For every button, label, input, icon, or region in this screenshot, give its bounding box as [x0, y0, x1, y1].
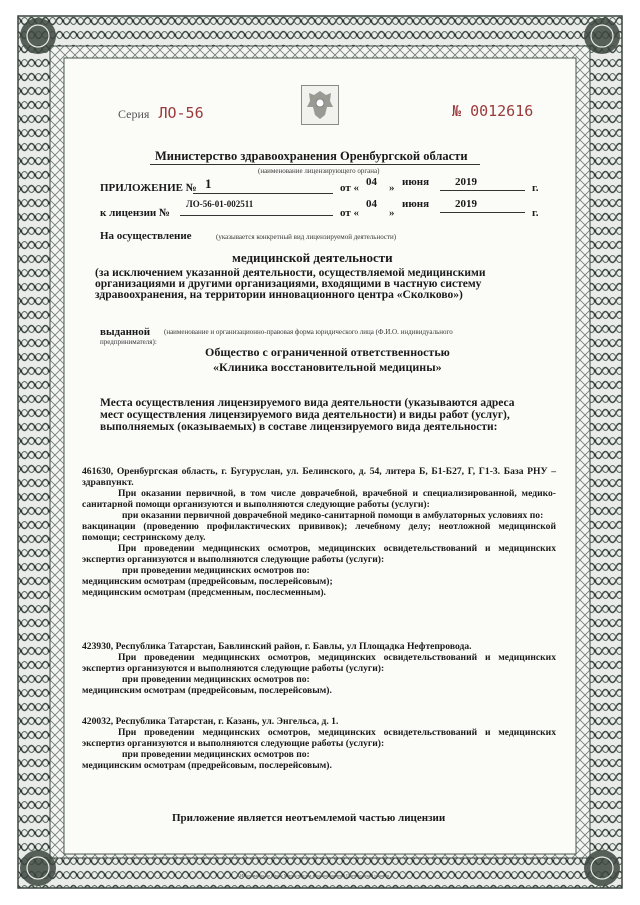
license-from: от «: [340, 207, 360, 219]
organization-line-1: Общество с ограниченной ответственностью: [205, 345, 450, 359]
organization-line-2: «Клиника восстановительной медицины»: [213, 360, 442, 374]
activity-caption: (указывается конкретный вид лицензируемой деятельности): [216, 233, 397, 241]
license-number: ЛО-56-01-002511: [186, 199, 254, 209]
section-1-paragraph-4: При проведении медицинских осмотров, медицинских освидетельствований и медицинских экспертиз организуются и выполняются следующие работы (услуги):: [82, 543, 556, 565]
section-3-paragraph-2: при проведении медицинских осмотров по:: [122, 749, 310, 760]
section-3-address: 420032, Республика Татарстан, г. Казань, ул. Энгельса, д. 1.: [82, 716, 339, 727]
issued-caption-2: предпринимателя):: [100, 338, 157, 346]
footer-note: Приложение является неотъемлемой частью лицензии: [172, 812, 446, 824]
activity-scope-line-2: организациями и другими организациями, входящими в частную систему: [95, 278, 482, 290]
section-3-paragraph-3: медицинским осмотрам (предрейсовым, послерейсовым).: [82, 760, 332, 771]
section-2-paragraph-2: при проведении медицинских осмотров по:: [122, 674, 310, 685]
number-value: 0012616: [470, 102, 534, 120]
appendix-month: июня: [402, 176, 430, 188]
section-2-paragraph-3: медицинским осмотрам (предрейсовым, послерейсовым).: [82, 685, 332, 696]
section-1-paragraph-6: медицинским осмотрам (предрейсовым, послерейсовым);: [82, 576, 333, 587]
places-line-3: выполняемых (оказываемых) в составе лицензируемого вида деятельности:: [100, 421, 498, 433]
activity-scope-line-1: (за исключением указанной деятельности, осуществляемой медицинскими: [95, 267, 486, 279]
authority-name: Министерство здравоохранения Оренбургской области: [155, 149, 468, 163]
activity-label: На осуществление: [100, 230, 192, 242]
section-1-paragraph-2: при оказании первичной доврачебной медико-санитарной помощи в амбулаторных условиях по:: [122, 510, 544, 521]
issued-label: выданной: [100, 326, 151, 338]
section-kazan: [82, 716, 556, 771]
series-block: [118, 104, 204, 122]
appendix-year-suffix: г.: [532, 182, 539, 194]
appendix-day: 04: [366, 176, 377, 188]
appendix-number: 1: [205, 176, 212, 191]
places-line-2: мест осуществления лицензируемого вида деятельности) и виды работ (услуг),: [100, 409, 510, 421]
appendix-from: от «: [340, 182, 360, 194]
appendix-label: ПРИЛОЖЕНИЕ №: [100, 182, 197, 194]
appendix-close-quote: »: [389, 182, 395, 194]
appendix-number-underline: [193, 193, 333, 194]
section-1-paragraph-7: медицинским осмотрам (предсменным, послесменным).: [82, 587, 326, 598]
license-month: июня: [402, 198, 430, 210]
license-year: 2019: [455, 198, 477, 210]
number-block: [452, 102, 533, 120]
section-2-paragraph-1: При проведении медицинских осмотров, медицинских освидетельствований и медицинских экспертиз организуются и выполняются следующие работы (услуги):: [82, 652, 556, 674]
activity-title: медицинской деятельности: [232, 250, 393, 265]
printer-imprint: Изготовлено по заказу Министерства здравоохранения Оренбургской области: [240, 873, 390, 878]
number-label: №: [452, 102, 462, 120]
license-close-quote: »: [389, 207, 395, 219]
section-1-paragraph-5: при проведении медицинских осмотров по:: [122, 565, 310, 576]
places-line-1: Места осуществления лицензируемого вида деятельности (указываются адреса: [100, 397, 515, 409]
series-code: ЛО-56: [158, 104, 204, 122]
license-year-suffix: г.: [532, 207, 539, 219]
series-label: Серия: [118, 107, 150, 121]
section-1-address: 461630, Оренбургская область, г. Бугуруслан, ул. Белинского, д. 54, литера Б, Б1-Б27, Г, Г1-3. База РНУ – здравпункт.: [82, 466, 556, 488]
issued-caption-1: (наименование и организационно-правовая форма юридического лица (Ф.И.О. индивидуального: [164, 328, 453, 336]
license-label: к лицензии №: [100, 207, 171, 219]
license-number-underline: [180, 215, 333, 216]
authority-underline: [150, 164, 480, 165]
appendix-year-underline: [440, 190, 525, 191]
appendix-year: 2019: [455, 176, 477, 188]
license-day: 04: [366, 198, 377, 210]
section-3-paragraph-1: При проведении медицинских осмотров, медицинских освидетельствований и медицинских экспертиз организуются и выполняются следующие работы (услуги):: [82, 727, 556, 749]
license-year-underline: [440, 212, 525, 213]
section-bugruslan: [82, 466, 556, 598]
authority-caption: (наименование лицензирующего органа): [258, 167, 380, 175]
coat-of-arms-emblem: [301, 85, 339, 125]
section-1-paragraph-3: вакцинации (проведению профилактических прививок); лечебному делу; неотложной медицинской помощи; сестринскому делу.: [82, 521, 556, 543]
section-2-address: 423930, Республика Татарстан, Бавлинский район, г. Бавлы, ул Площадка Нефтепровода.: [82, 641, 472, 652]
section-1-paragraph-1: При оказании первичной, в том числе доврачебной, врачебной и специализированной, медико-санитарной помощи организуются и выполняются следующие работы (услуги):: [82, 488, 556, 510]
activity-scope-line-3: здравоохранения, на территории инновационного центра «Сколково»): [95, 289, 463, 301]
section-bavly: [82, 641, 556, 696]
